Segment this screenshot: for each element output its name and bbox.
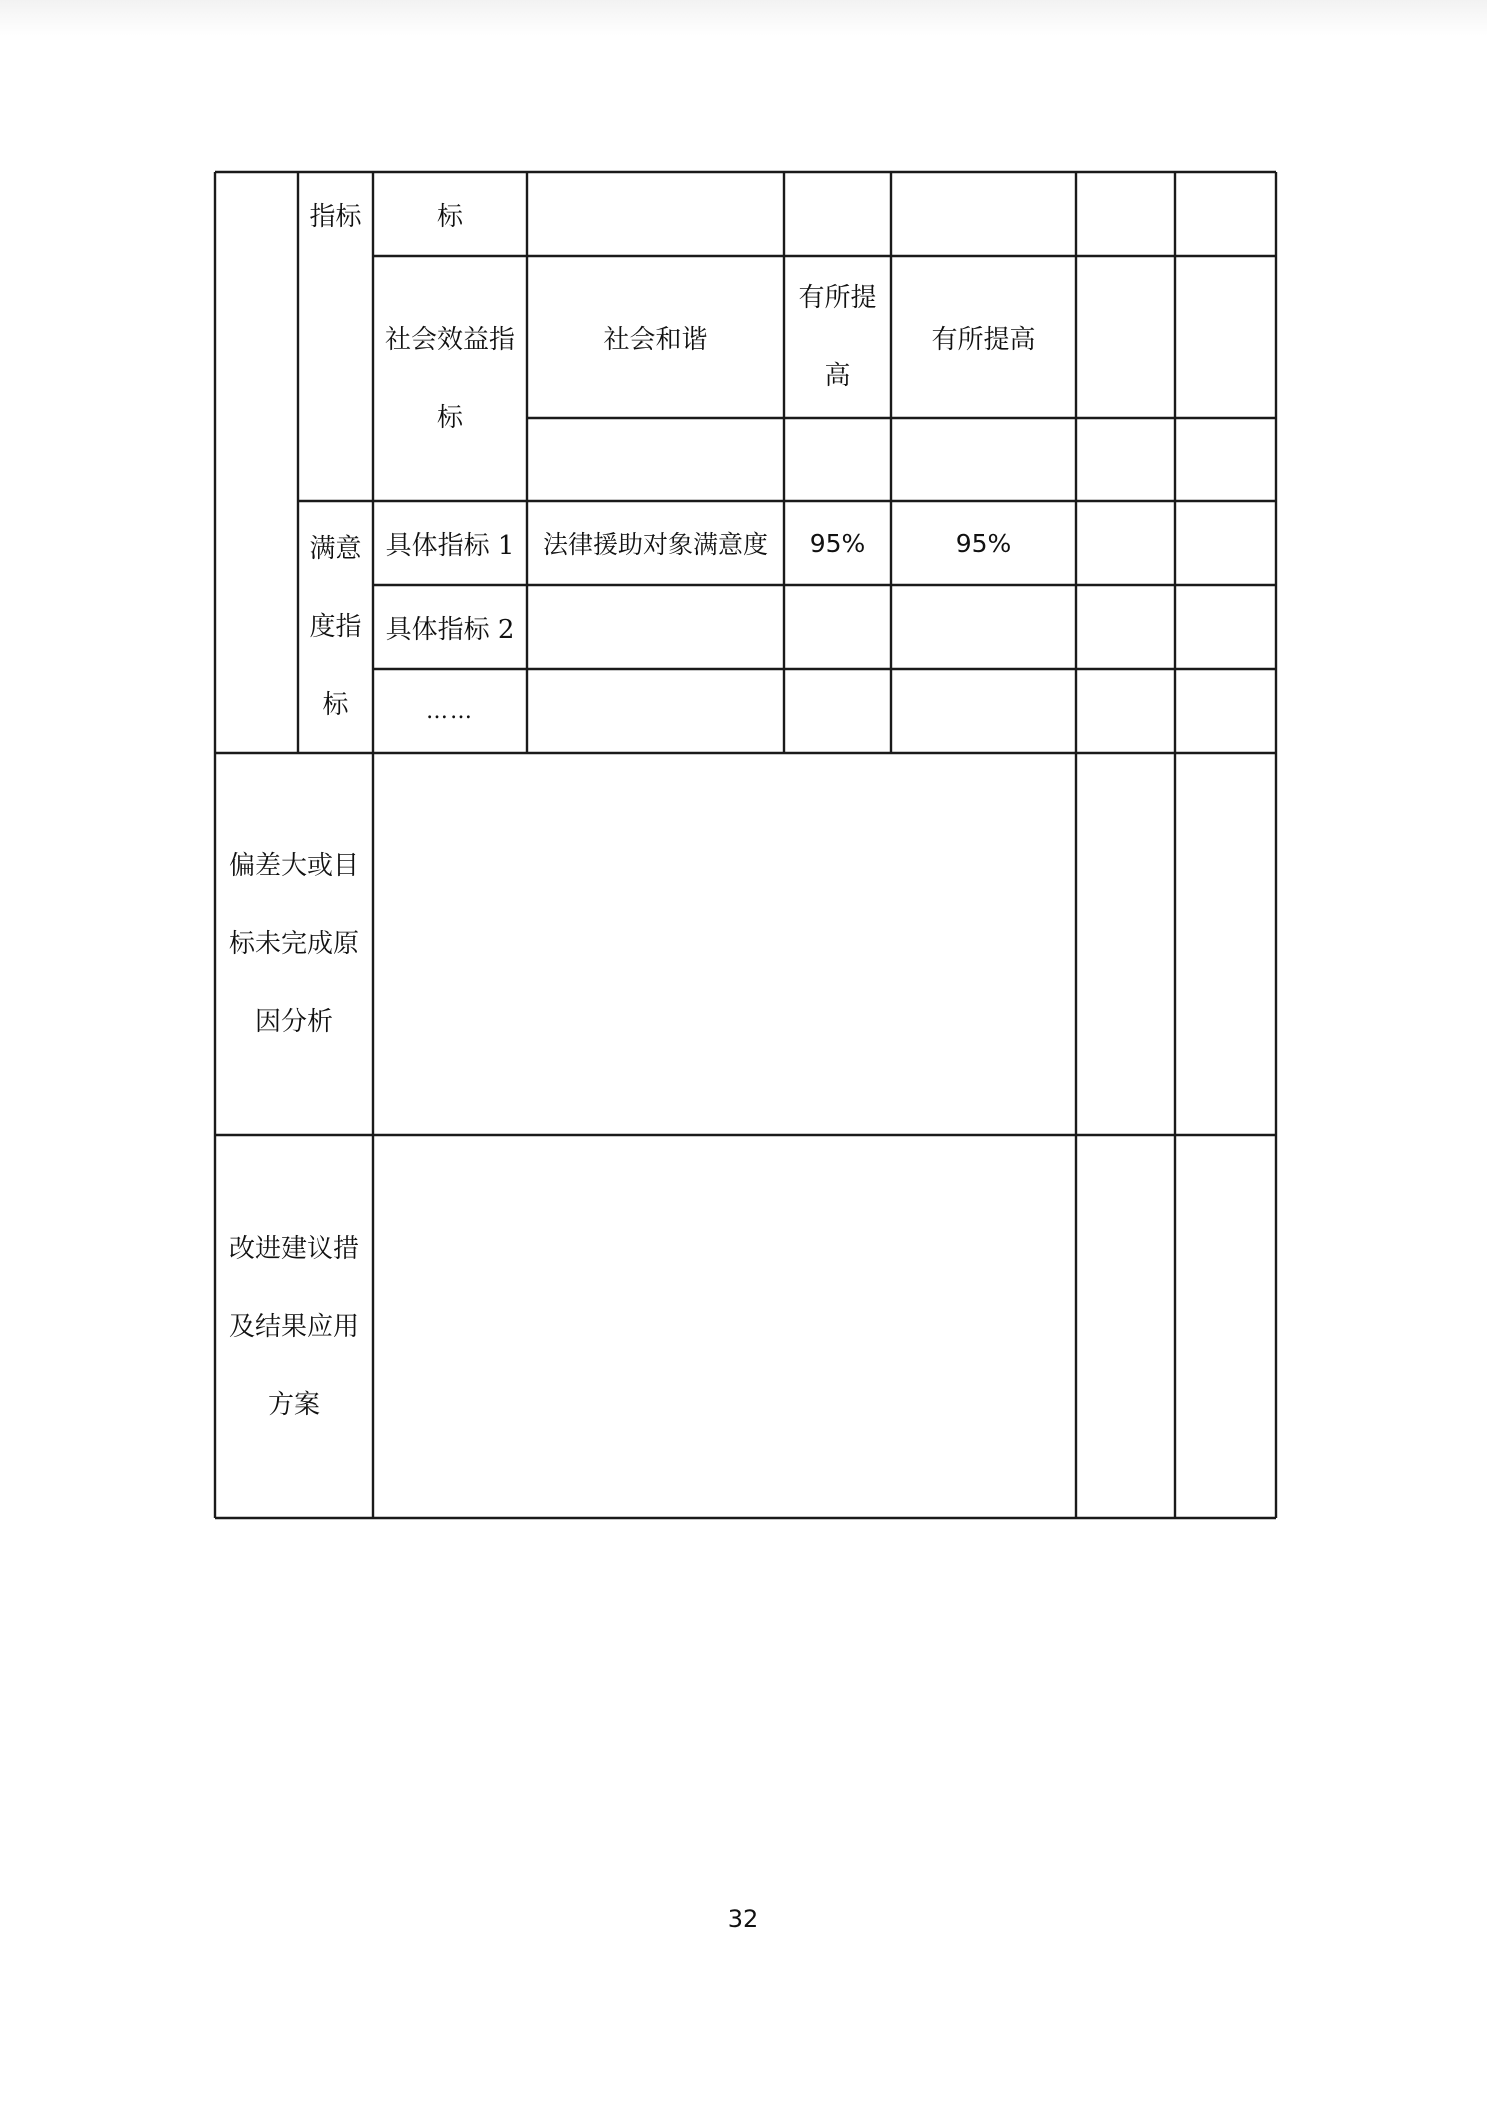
page-number: 32 xyxy=(727,1905,759,1933)
specific-indicator-1-label: 具体指标 1 xyxy=(385,530,515,561)
specific-indicator-ellipsis: …… xyxy=(426,698,474,724)
satisfaction-actual-value: 95% xyxy=(955,528,1012,558)
social-harmony-actual: 有所提高 xyxy=(931,324,1036,355)
social-harmony-content: 社会和谐 xyxy=(603,324,708,355)
improvement-plan-label: 改进建议措 及结果应用 方案 xyxy=(228,1233,359,1420)
social-benefit-indicator-label: 社会效益指 标 xyxy=(384,324,515,433)
satisfaction-indicator-label: 满意 度指 标 xyxy=(309,534,362,720)
legal-aid-satisfaction-content: 法律援助对象满意度 xyxy=(542,530,768,559)
satisfaction-target-value: 95% xyxy=(809,528,866,558)
row-a-indicator-label: 标 xyxy=(436,201,463,232)
deviation-analysis-label: 偏差大或目 标未完成原 因分析 xyxy=(228,851,359,1037)
social-harmony-target: 有所提 高 xyxy=(798,283,877,391)
specific-indicator-2-label: 具体指标 2 xyxy=(385,614,515,645)
row-a-category-label: 指标 xyxy=(309,201,362,232)
